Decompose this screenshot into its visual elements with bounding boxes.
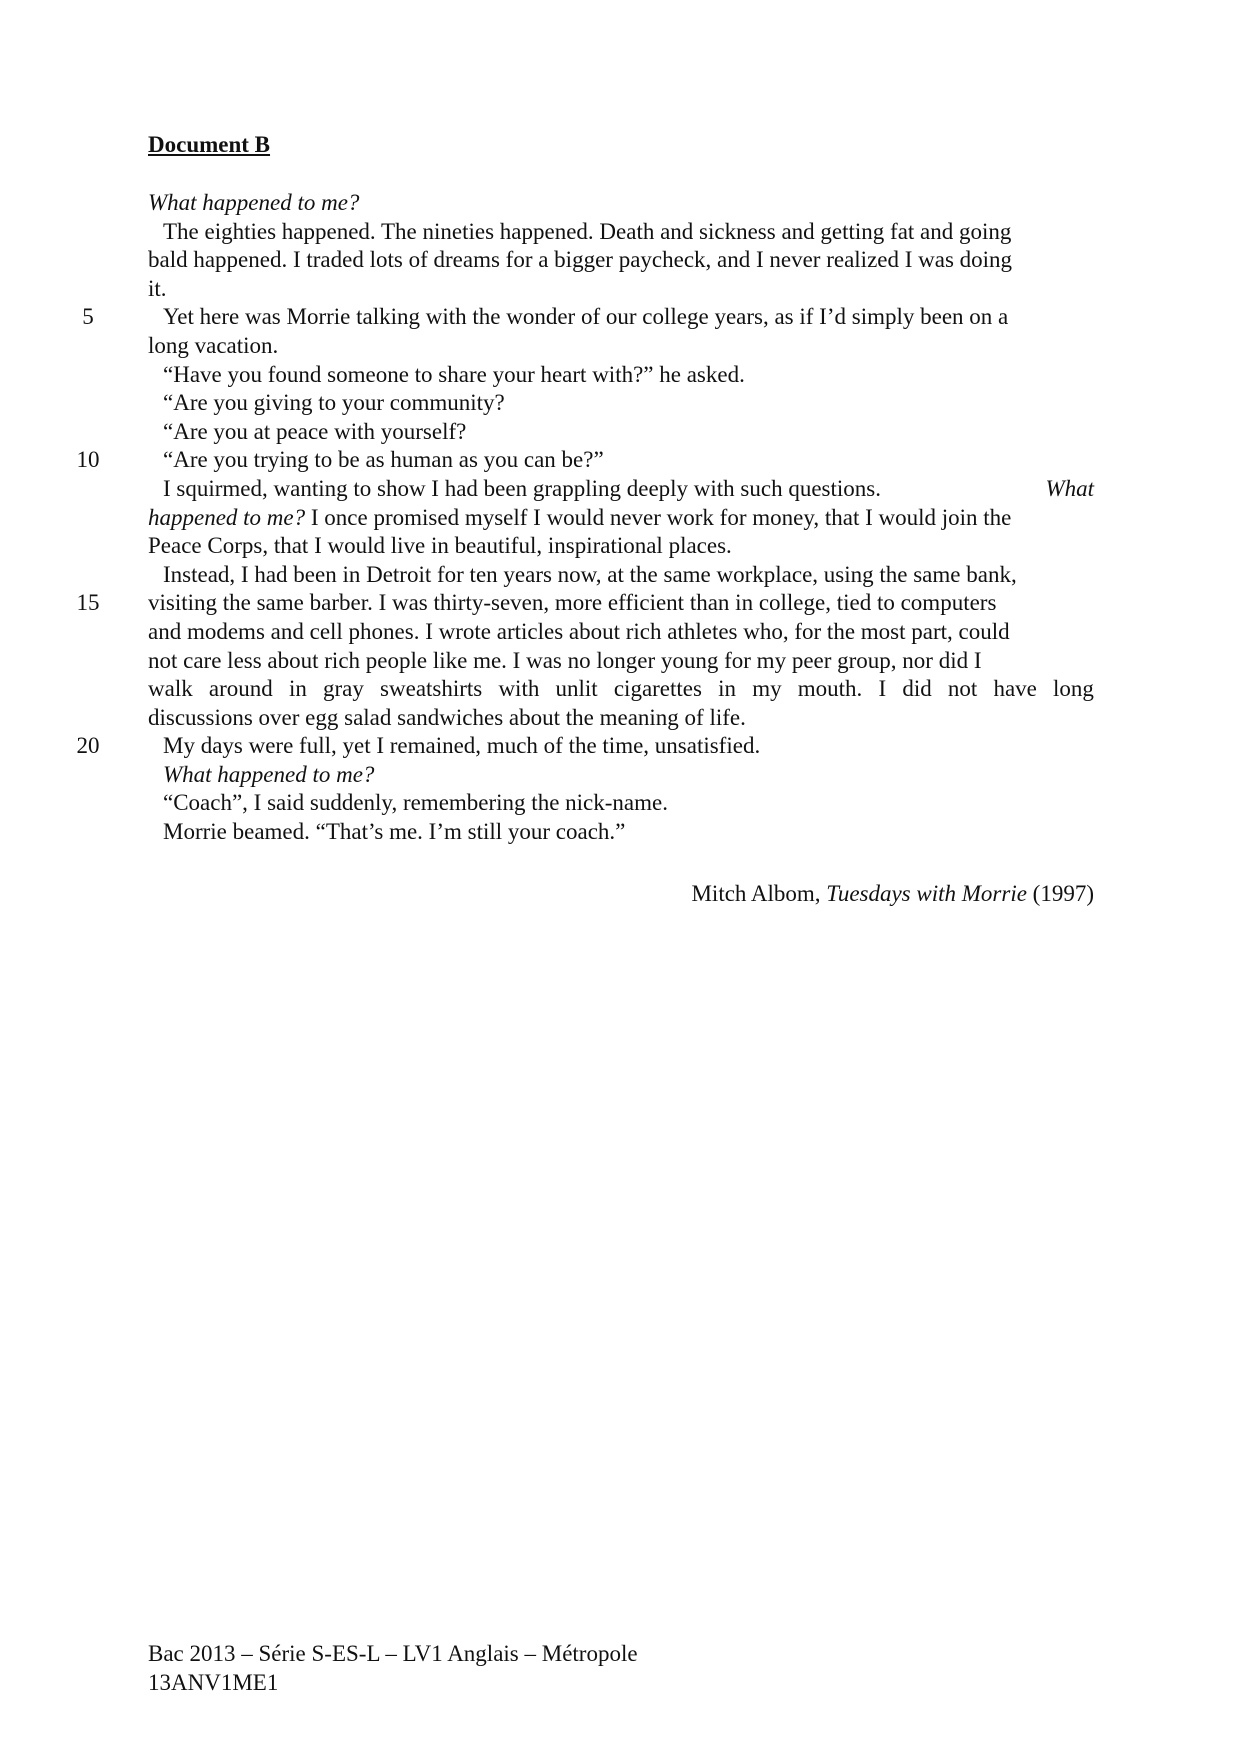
passage-line: not care less about rich people like me. I was no longer young for my peer group, nor did I bbox=[148, 647, 982, 673]
passage-line: walk around in gray sweatshirts with unlit cigarettes in my mouth. I did not have long bbox=[148, 676, 1094, 702]
citation bbox=[691, 881, 1094, 907]
passage-text bbox=[76, 189, 1094, 847]
footer-exam-info: Bac 2013 – Série S-ES-L – LV1 Anglais – Métropole bbox=[148, 1641, 638, 1666]
passage-line: Peace Corps, that I would live in beautiful, inspirational places. bbox=[148, 533, 732, 559]
passage-line: it. bbox=[148, 275, 167, 301]
passage-line: The eighties happened. The nineties happened. Death and sickness and getting fat and going bbox=[163, 218, 1012, 244]
passage-line: discussions over egg salad sandwiches about the meaning of life. bbox=[148, 704, 746, 730]
passage-line: happened to me? I once promised myself I would never work for money, that I would join the bbox=[148, 504, 1012, 530]
passage-line: “Are you at peace with yourself? bbox=[163, 418, 467, 444]
passage-line: What happened to me? bbox=[148, 190, 360, 215]
line-number: 15 bbox=[76, 590, 100, 616]
passage-line: “Are you giving to your community? bbox=[163, 390, 505, 416]
passage-line: 15 visiting the same barber. I was thirty-seven, more efficient than in college, tied to computers bbox=[148, 589, 1094, 618]
passage-line: 10 “Are you trying to be as human as you can be?” bbox=[148, 446, 1094, 475]
citation-author: Mitch Albom, bbox=[691, 881, 821, 906]
page-footer bbox=[148, 1639, 638, 1697]
document-title: Document B bbox=[148, 132, 271, 157]
citation-year: (1997) bbox=[1032, 881, 1094, 906]
passage-line: bald happened. I traded lots of dreams for a bigger paycheck, and I never realized I was doing bbox=[148, 247, 1013, 273]
passage-line: I squirmed, wanting to show I had been grappling deeply with such questions. What bbox=[163, 475, 1094, 501]
passage-line: and modems and cell phones. I wrote articles about rich athletes who, for the most part, could bbox=[148, 618, 1010, 644]
footer-code: 13ANV1ME1 bbox=[148, 1670, 279, 1695]
line-number: 10 bbox=[76, 447, 100, 473]
passage-line: What happened to me? bbox=[163, 761, 375, 787]
passage-line: “Coach”, I said suddenly, remembering the nick-name. bbox=[163, 790, 668, 816]
passage-line: 20 My days were full, yet I remained, much of the time, unsatisfied. bbox=[148, 732, 1094, 761]
passage-line: long vacation. bbox=[148, 332, 279, 358]
line-number: 5 bbox=[82, 304, 94, 330]
passage-line: “Have you found someone to share your heart with?” he asked. bbox=[163, 361, 745, 387]
passage-line: Instead, I had been in Detroit for ten years now, at the same workplace, using the same bank, bbox=[163, 561, 1017, 587]
passage-line: Morrie beamed. “That’s me. I’m still your coach.” bbox=[163, 819, 626, 845]
line-number: 20 bbox=[76, 733, 100, 759]
citation-book-title: Tuesdays with Morrie bbox=[826, 881, 1027, 906]
passage-line: 5 Yet here was Morrie talking with the wonder of our college years, as if I’d simply been on a bbox=[148, 303, 1094, 332]
